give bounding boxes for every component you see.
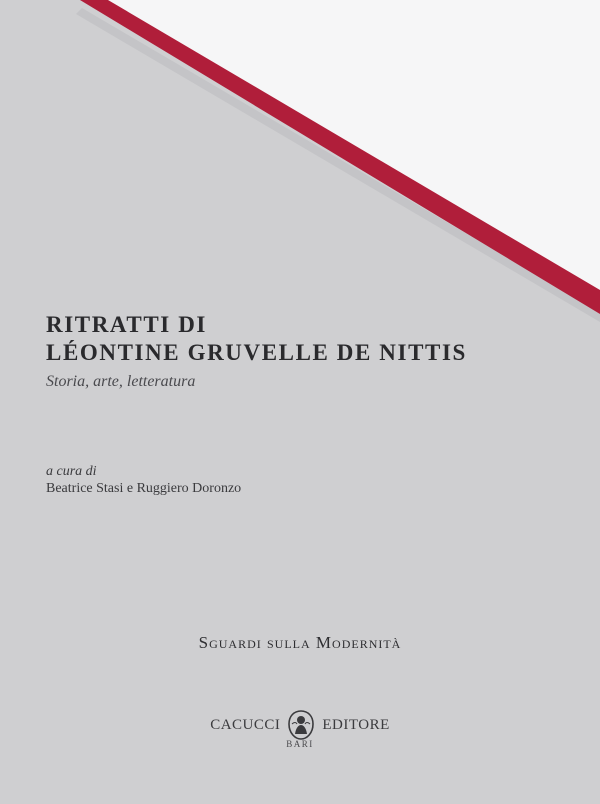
publisher-name-right: EDITORE — [322, 716, 390, 733]
title-line-2: LÉONTINE GRUVELLE DE NITTIS — [46, 340, 467, 365]
subtitle: Storia, arte, letteratura — [46, 373, 196, 390]
publisher-logo — [0, 710, 600, 740]
series-title: Sguardi sulla Modernità — [198, 633, 402, 652]
editors-label: a cura di — [46, 464, 97, 479]
editors-names: Beatrice Stasi e Ruggiero Doronzo — [46, 481, 242, 496]
publisher-emblem-icon — [288, 710, 314, 740]
publisher-city: BARI — [286, 739, 314, 749]
title-line-1: RITRATTI DI — [46, 312, 207, 337]
publisher-name-left: CACUCCI — [210, 716, 281, 733]
